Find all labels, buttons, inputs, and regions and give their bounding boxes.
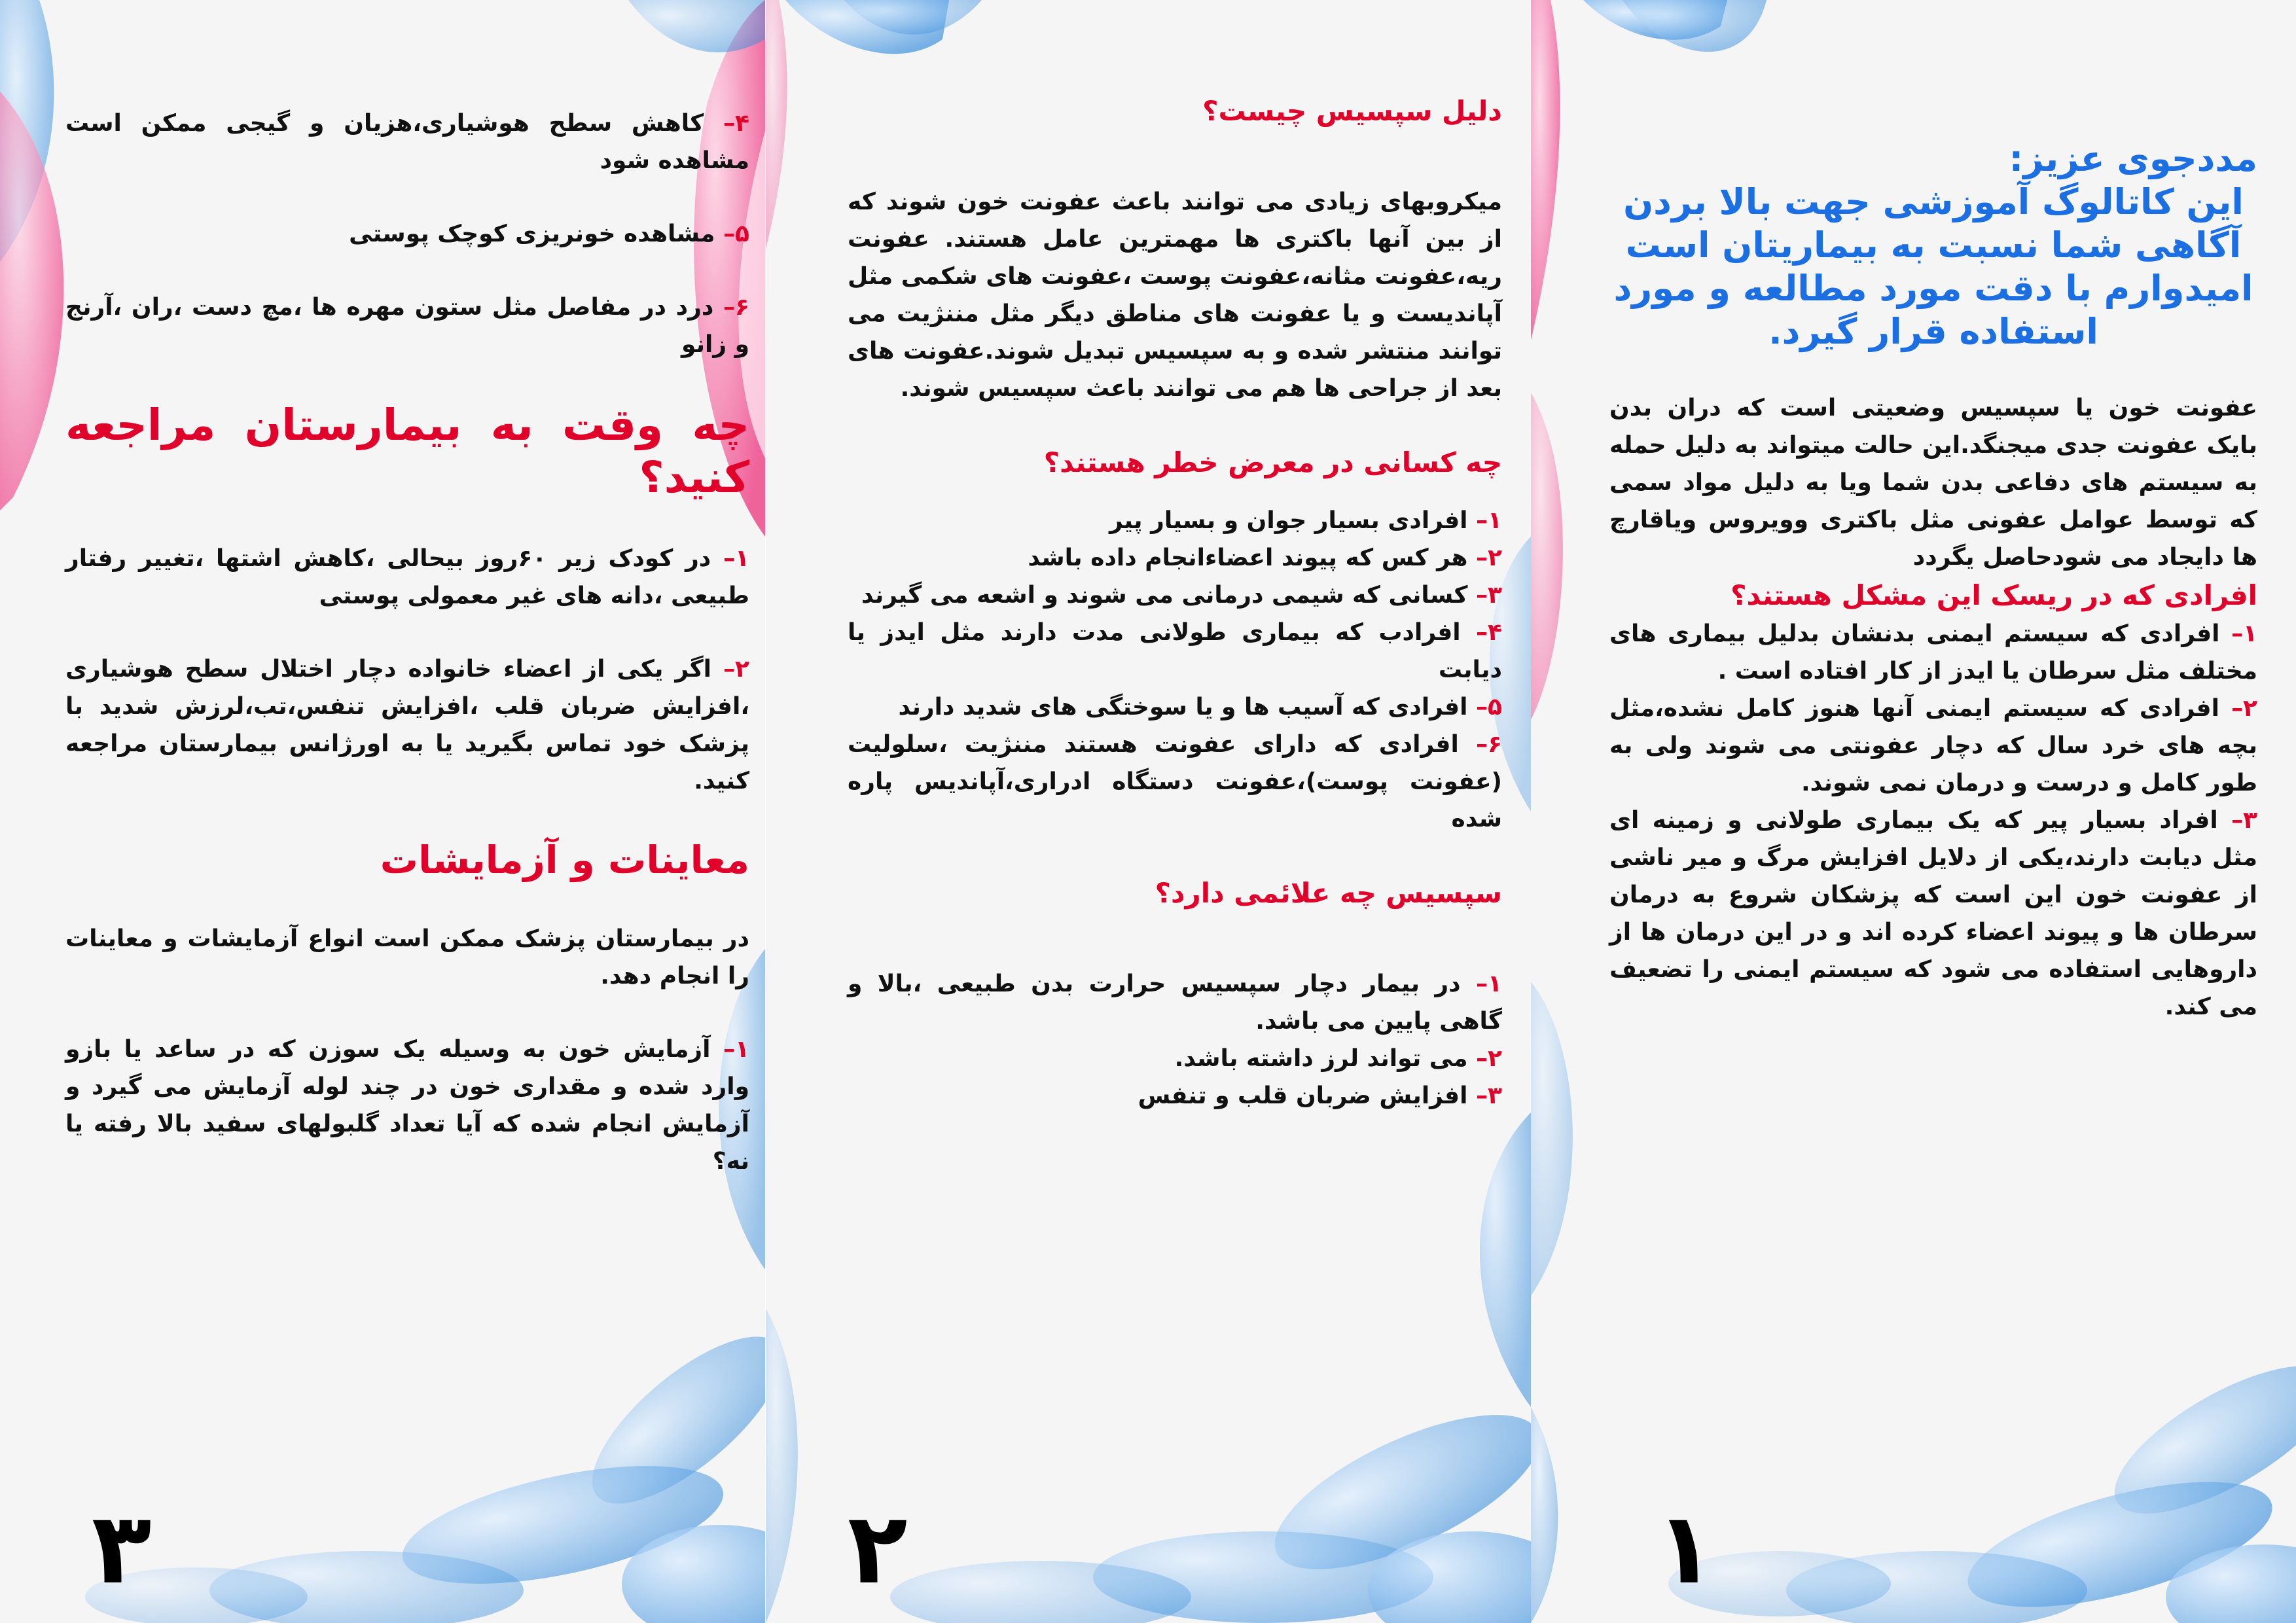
- panel-2: [766, 0, 1531, 1623]
- page-number: ۲: [848, 1492, 908, 1606]
- list-item: ۲– اگر یکی از اعضاء خانواده دچار اختلال سطح هوشیاری ،افزایش ضربان قلب ،افزایش تنفس،تب،لرزش شدید با پزشک خود تماس بگیرید یا به اورژانس بیمارستان مراجعه کنید.: [65, 656, 749, 794]
- exams-heading: معاینات و آزمایشات: [380, 838, 749, 882]
- list-item: ۲– هر کس که پیوند اعضاءانجام داده باشد: [1028, 544, 1502, 571]
- sepsis-definition: عفونت خون یا سپسیس وضعیتی است که دران بدن بایک عفونت جدی میجنگد.این حالت میتواند به دلیل حمله به سیستم های دفاعی بدن شما ویا به دلیل مواد سمی که توسط عوامل عفونی مثل باکتری وویروس ویاقارچ ها دایجاد می شودحاصل یگردد: [1609, 395, 2257, 571]
- panel-3: [0, 0, 765, 1623]
- cause-heading: دلیل سپسیس چیست؟: [1202, 95, 1502, 127]
- list-item: ۶– افرادی که دارای عفونت هستند مننژیت ،سلولیت (عفونت پوست)،عفونت دستگاه ادراری،آپاندیس پاره شده: [848, 731, 1502, 832]
- panel-2-content: [848, 92, 1502, 1115]
- list-item: ۲– می تواند لرز داشته باشد.: [1174, 1045, 1502, 1072]
- list-item: ۴– کاهش سطح هوشیاری،هزیان و گیجی ممکن است مشاهده شود: [65, 110, 749, 174]
- when-heading: چه وقت به بیمارستان مراجعه کنید؟: [65, 400, 749, 503]
- panel-1: [1531, 0, 2296, 1623]
- panel-1-content: [1609, 137, 2257, 1026]
- list-item: ۳– کسانی که شیمی درمانی می شوند و اشعه می گیرند: [861, 582, 1502, 609]
- risk-heading: چه کسانی در معرض خطر هستند؟: [1043, 446, 1502, 478]
- list-item: ۵– افرادی که آسیب ها و یا سوختگی های شدید دارند: [898, 694, 1502, 721]
- exams-intro: در بیمارستان پزشک ممکن است انواع آزمایشات و معاینات را انجام دهد.: [65, 925, 749, 990]
- cause-text: میکروبهای زیادی می توانند باعث عفونت خون شوند که از بین آنها باکتری ها مهمترین عامل هستند. عفونت ریه،عفونت مثانه،عفونت پوست ،عفونت های شکمی مثل آپاندیست و یا عفونت های مناطق دیگر مثل مننژیت می توانند منتشر شده و به سپسیس تبدیل شوند.عفونت های بعد از جراحی ها هم می توانند باعث سپسیس شوند.: [848, 188, 1502, 402]
- list-item: ۱– در کودک زیر ۶۰روز بیحالی ،کاهش اشتها ،تغییر رفتار طبیعی ،دانه های غیر معمولی پوستی: [65, 545, 750, 609]
- list-item: ۲– افرادی که سیستم ایمنی آنها هنوز کامل نشده،مثل بچه های خرد سال که دچار عفونتی می شوند ولی به طور کامل و درست و درمان نمی شوند.: [1609, 695, 2257, 796]
- page-number: ۳: [92, 1492, 152, 1606]
- list-item: ۱– آزمایش خون به وسیله یک سوزن که در ساعد یا بازو وارد شده و مقداری خون در چند لوله آزمایش می گیرد و آزمایش انجام شده که آیا تعداد گلبولهای سفید بالا رفته یا نه؟: [65, 1036, 749, 1175]
- symptoms-heading: سپسیس چه علائمی دارد؟: [1155, 877, 1502, 909]
- list-item: ۳– افزایش ضربان قلب و تنفس: [1138, 1082, 1502, 1109]
- list-item: ۶– درد در مفاصل مثل ستون مهره ها ،مچ دست ،ران ،آرنج و زانو: [65, 294, 749, 358]
- intro-title: مددجوی عزیز:: [2009, 138, 2257, 179]
- list-item: ۳– افراد بسیار پیر که یک بیماری طولانی و زمینه ای مثل دیابت دارند،یکی از دلایل افزایش مرگ و میر ناشی از عفونت خون این است که پزشکان شروع به درمان سرطان ها و پیوند اعضاء کرده اند و در این درمان ها از داروهایی استفاده می شود که سیستم ایمنی را تضعیف می کند.: [1609, 807, 2257, 1020]
- list-item: ۱– افرادی که سیستم ایمنی بدنشان بدلیل بیماری های مختلف مثل سرطان یا ایدز از کار افتاده است .: [1609, 620, 2257, 685]
- intro-text: این کاتالوگ آموزشی جهت بالا بردن آگاهی شما نسبت به بیماریتان است امیدوارم با دقت مورد مطالعه و مورد استفاده قرار گیرد.: [1613, 181, 2253, 352]
- list-item: ۱– در بیمار دچار سپسیس حرارت بدن طبیعی ،بالا و گاهی پایین می باشد.: [848, 971, 1502, 1035]
- list-item: ۴– افرادب که بیماری طولانی مدت دارند مثل ایدز یا دیابت: [848, 619, 1502, 683]
- page-number: ۱: [1655, 1492, 1715, 1606]
- risk-heading: افرادی که در ریسک این مشکل هستند؟: [1731, 579, 2257, 611]
- list-item: ۱– افرادی بسیار جوان و بسیار پیر: [1109, 507, 1502, 534]
- list-item: ۵– مشاهده خونریزی کوچک پوستی: [349, 221, 749, 247]
- panel-3-content: [65, 105, 749, 1180]
